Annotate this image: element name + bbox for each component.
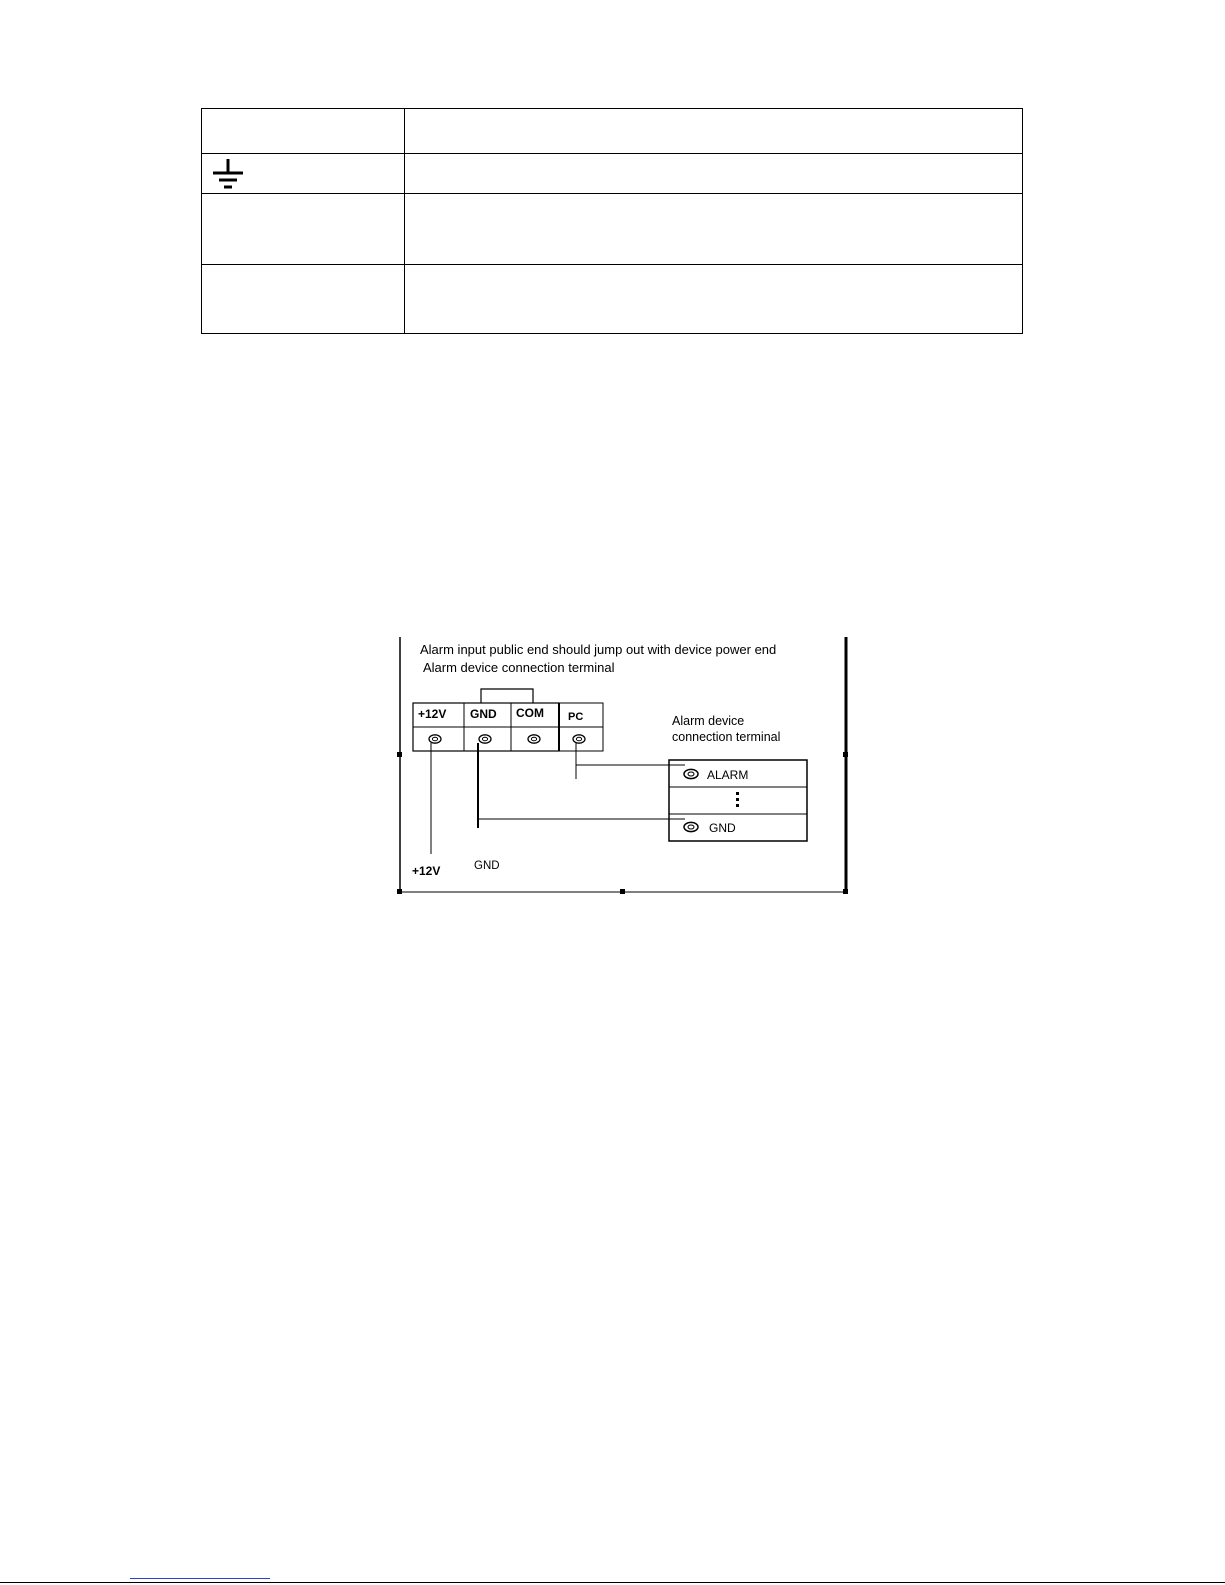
table-cell-key [202,154,405,194]
screw-terminal-icon [528,735,540,743]
table-row [202,194,1023,264]
terminal-label-12v: +12V [418,707,447,721]
footer-link-underline [130,1578,270,1579]
table-cell-key [202,109,405,154]
resize-handle [843,889,848,894]
table-cell-value [405,154,1023,194]
alarm-wiring-diagram [394,634,850,898]
table-cell-key [202,264,405,333]
screw-terminal-icon [479,735,491,743]
resize-handle [397,889,402,894]
table-row [202,154,1023,194]
alarm-device-box [669,714,807,841]
screw-terminal-icon [573,735,585,743]
spec-table [201,108,1023,334]
device-alarm-label: ALARM [707,768,749,782]
resize-handle [620,889,625,894]
ellipsis-icon [736,792,739,807]
terminal-label-com: COM [516,706,544,720]
footer-rule [0,1582,1225,1583]
bottom-label-gnd: GND [474,860,500,872]
terminal-block [413,703,603,751]
table-cell-value [405,109,1023,154]
screw-terminal-icon [684,822,698,831]
device-title-line2: connection terminal [672,730,781,744]
table-cell-key [202,194,405,264]
diagram-subheading: Alarm device connection terminal [423,660,615,675]
device-gnd-label: GND [709,821,736,835]
terminal-label-pc: PC [568,711,584,723]
device-title-line1: Alarm device [672,714,745,728]
table-row [202,109,1023,154]
resize-handle [397,752,402,757]
diagram-heading: Alarm input public end should jump out with device power end [420,642,777,657]
terminal-label-gnd: GND [470,707,497,721]
resize-handle [843,752,848,757]
table-cell-value [405,264,1023,333]
screw-terminal-icon [429,735,441,743]
ground-symbol-icon [210,157,246,191]
screw-terminal-icon [684,769,698,778]
table-row [202,264,1023,333]
table-cell-value [405,194,1023,264]
jumper-wire [481,689,533,703]
bottom-label-12v: +12V [412,864,441,878]
